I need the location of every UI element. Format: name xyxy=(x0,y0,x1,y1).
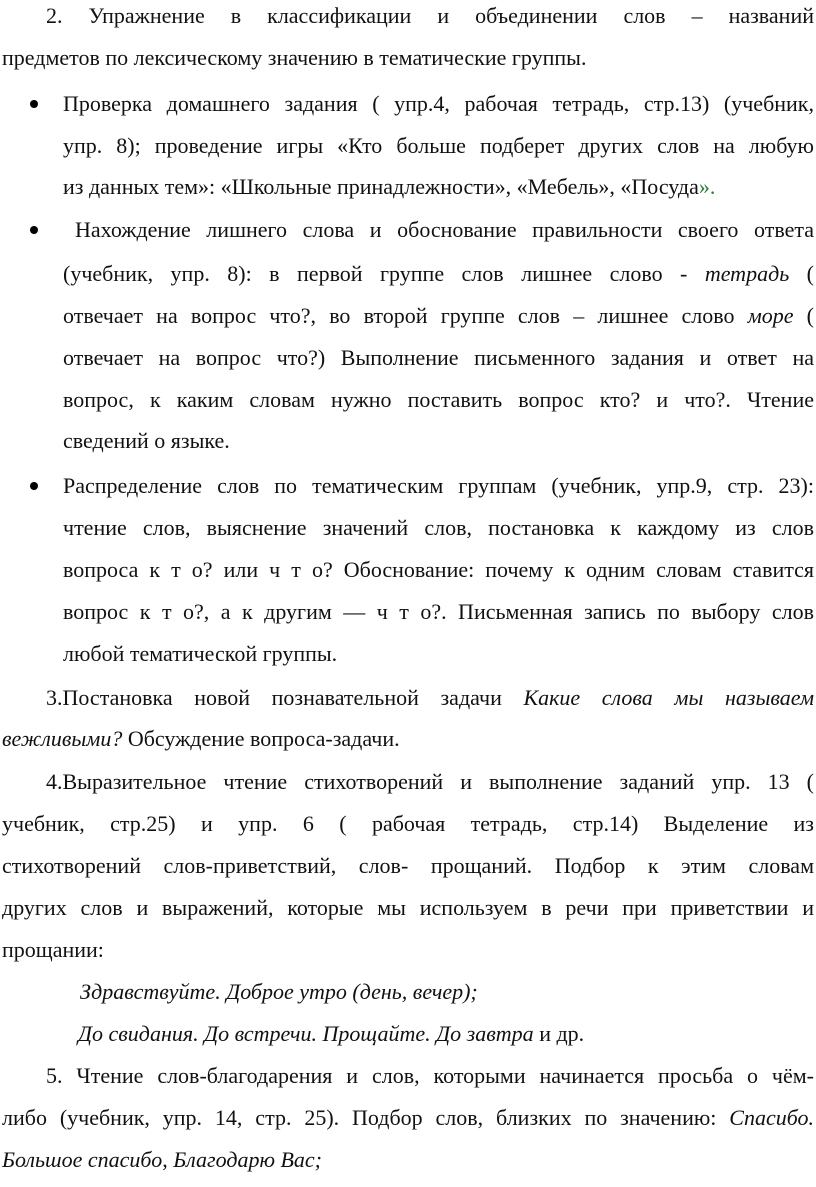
bullet1-line3-end: ». xyxy=(698,174,716,199)
bullet-icon xyxy=(30,482,38,490)
bullet2-line4: отвечает на вопрос что?) Выполнение письменного задания и ответ на xyxy=(63,345,814,370)
bullet3-line4: вопрос к т о?, а к другим — ч т о?. Письменная запись по выбору слов xyxy=(63,599,814,624)
section4-line1: 4.Выразительное чтение стихотворений и выполнение заданий упр. 13 ( xyxy=(46,769,814,794)
bullet2-line6: сведений о языке. xyxy=(63,428,230,453)
bullet3-line2: чтение слов, выяснение значений слов, постановка к каждому из слов xyxy=(63,515,814,540)
section3-line2-italic: вежливыми? xyxy=(2,726,123,751)
section5-line2-italic: Спасибо. xyxy=(729,1105,814,1130)
section3-line1 xyxy=(46,685,814,711)
section5-line2 xyxy=(2,1105,814,1131)
section4-line2: учебник, стр.25) и упр. 6 ( рабочая тетрадь, стр.14) Выделение из xyxy=(2,811,814,836)
bullet-icon xyxy=(30,100,38,108)
bullet1-line2: упр. 8); проведение игры «Кто больше подберет других слов на любую xyxy=(63,133,814,158)
bullet2-line3-italic: море xyxy=(747,303,794,328)
section5-line3: Большое спасибо, Благодарю Вас; xyxy=(2,1147,323,1172)
section3-line1-text: 3.Постановка новой познавательной задачи xyxy=(46,685,524,710)
greeting-examples: Здравствуйте. Доброе утро (день, вечер); xyxy=(80,979,478,1004)
bullet2-line3 xyxy=(63,303,814,329)
farewell-examples-tail: и др. xyxy=(533,1021,585,1046)
bullet-icon xyxy=(30,226,38,234)
bullet2-line5: вопрос, к каким словам нужно поставить вопрос кто? и что?. Чтение xyxy=(63,387,814,412)
bullet2-line3-tail: ( xyxy=(793,303,814,328)
farewell-examples xyxy=(78,1021,584,1047)
farewell-examples-italic: До свидания. До встречи. Прощайте. До завтра xyxy=(78,1021,534,1046)
section2-line1: 2. Упражнение в классификации и объединении слов – названий xyxy=(46,3,814,28)
bullet1-line3 xyxy=(63,174,715,200)
bullet3-line3: вопроса к т о? или ч т о? Обоснование: почему к одним словам ставится xyxy=(63,557,814,582)
bullet3-line1: Распределение слов по тематическим группам (учебник, упр.9, стр. 23): xyxy=(63,473,814,498)
bullet2-line2-text: (учебник, упр. 8): в первой группе слов лишнее слово - xyxy=(63,261,705,286)
bullet2-line1: Нахождение лишнего слова и обоснование правильности своего ответа xyxy=(75,217,814,242)
section4-line4: других слов и выражений, которые мы используем в речи при приветствии и xyxy=(2,895,814,920)
section3-line2-text: Обсуждение вопроса-задачи. xyxy=(122,726,400,751)
section2-line2: предметов по лексическому значению в тематические группы. xyxy=(2,45,587,70)
bullet2-line2-tail: ( xyxy=(789,261,814,286)
bullet2-line2-italic: тетрадь xyxy=(704,261,790,286)
bullet3-line5: любой тематической группы. xyxy=(63,641,338,666)
bullet2-line2 xyxy=(63,261,814,287)
bullet1-line1: Проверка домашнего задания ( упр.4, рабочая тетрадь, стр.13) (учебник, xyxy=(63,91,814,116)
section4-line5: прощании: xyxy=(2,937,104,962)
section5-line2-text: либо (учебник, упр. 14, стр. 25). Подбор слов, близких по значению: xyxy=(2,1105,730,1130)
section3-line2 xyxy=(2,726,400,752)
bullet1-line3-text: из данных тем»: «Школьные принадлежности», «Мебель», «Посуда xyxy=(63,174,699,199)
section3-line1-italic: Какие слова мы называем xyxy=(523,685,815,710)
section5-line1: 5. Чтение слов-благодарения и слов, которыми начинается просьба о чём- xyxy=(46,1063,814,1088)
bullet2-line3-text: отвечает на вопрос что?, во второй группе слов – лишнее слово xyxy=(63,303,748,328)
section4-line3: стихотворений слов-приветствий, слов- прощаний. Подбор к этим словам xyxy=(2,853,814,878)
